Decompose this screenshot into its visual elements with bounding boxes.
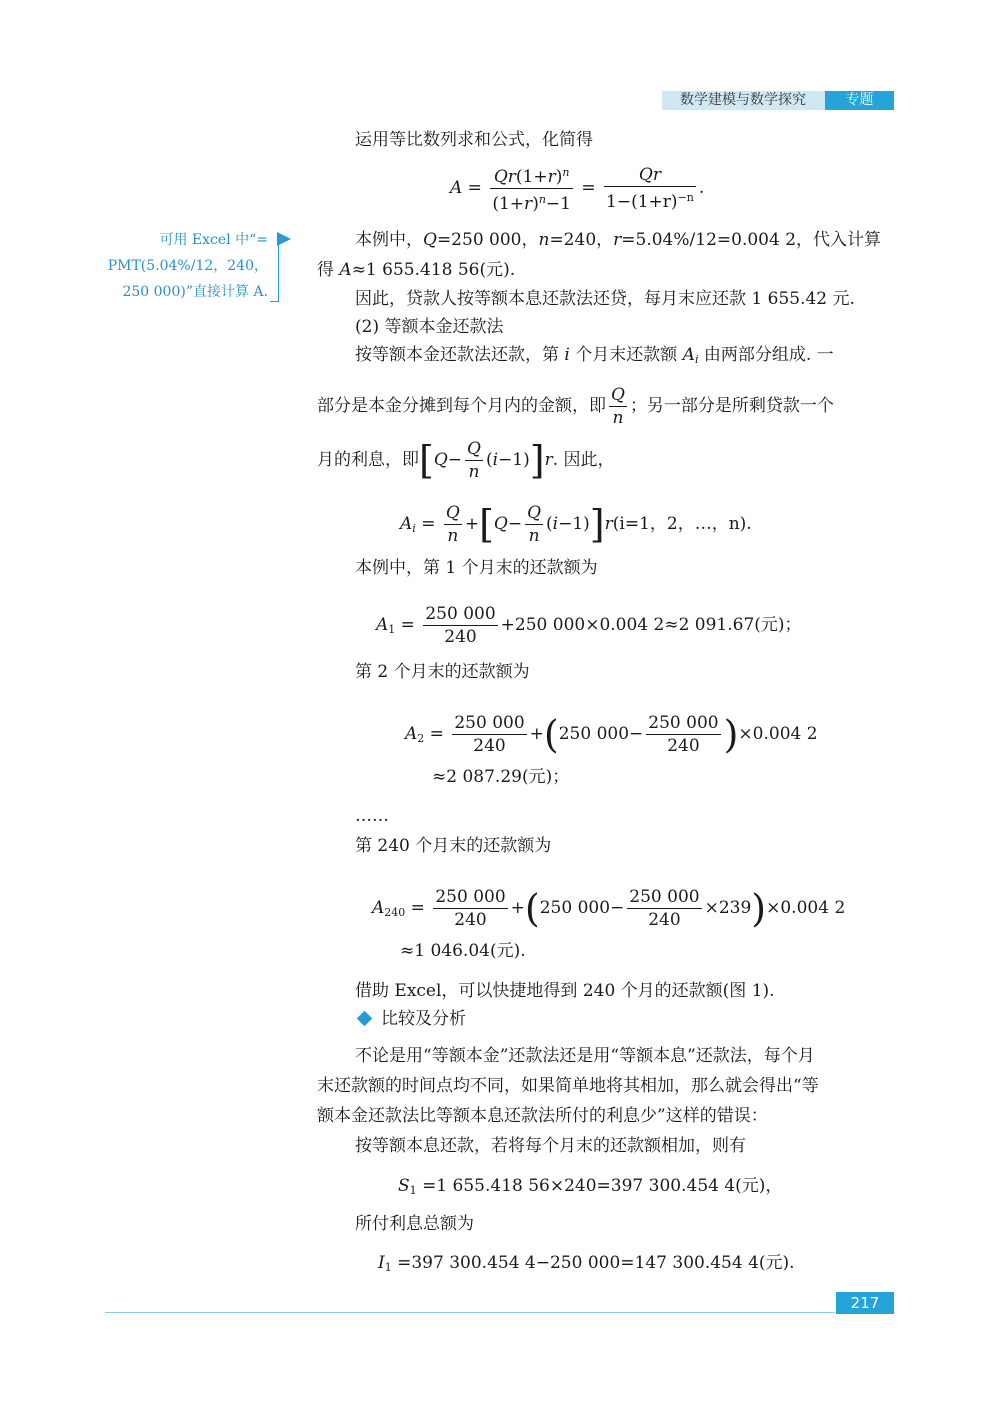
formula-i1: $I_1 =397$ 300.454 4−250 000=147 300.454 4(元). xyxy=(378,1253,795,1274)
formula-annuity: A = $\frac{Qr(1+r)^n}{(1+r)^n-1}$ = $\frac{Qr}{1-(1+r)^{-n}}$ . xyxy=(450,162,704,215)
ellipsis: …… xyxy=(355,806,389,826)
text-line: 按等额本息还款，若将每个月末的还款额相加，则有 xyxy=(355,1136,746,1156)
formula-a240: $A_{240}$ = $\frac{250 000}{240}$ +(250 000− $\frac{250 000}{240}$ ×239)×0.004 2 xyxy=(372,886,846,931)
formula-a2-approx: ≈2 087.29(元)； xyxy=(432,767,570,787)
text-line: 第 240 个月末的还款额为 xyxy=(355,836,552,856)
formula-ai: $A_i$ = $\frac{Q}{n}$ +[Q− $\frac{Q}{n}$ (i−1)]r(i=1，2，…，n). xyxy=(400,502,752,547)
formula-a240-approx: ≈1 046.04(元). xyxy=(400,941,526,961)
formula-s1: $S_1 =1$ 655.418 56×240=397 300.454 4(元)， xyxy=(398,1176,783,1197)
diamond-bullet-icon xyxy=(357,1011,373,1027)
margin-note-line-1: 可用 Excel 中“= xyxy=(159,232,268,248)
page-number: 217 xyxy=(836,1292,894,1314)
text-line: 运用等比数列求和公式，化简得 xyxy=(355,130,593,150)
section-heading: (2) 等额本金还款法 xyxy=(355,317,504,337)
text-line: 第 2 个月末的还款额为 xyxy=(355,662,530,682)
section-heading: 比较及分析 xyxy=(381,1009,466,1029)
header-tag: 专题 xyxy=(825,91,894,110)
margin-note-line-2: PMT(5.04%/12，240， xyxy=(107,258,268,274)
text-line: 末还款额的时间点均不同，如果简单地将其相加，那么就会得出“等 xyxy=(317,1076,819,1096)
text-line: 按等额本金还款法还款，第 i 个月末还款额 $A_i$ 由两部分组成. 一 xyxy=(355,345,834,366)
text-line: 借助 Excel，可以快捷地得到 240 个月的还款额(图 1). xyxy=(355,981,775,1001)
text-line: 本例中，Q=250 000，n=240，r=5.04%/12=0.004 2，代入计算 xyxy=(355,230,882,250)
header-title: 数学建模与数学探究 xyxy=(680,92,806,108)
formula-a1: $A_1$ = $\frac{250 000}{240}$ +250 000×0.004 2≈2 091.67(元)； xyxy=(376,604,802,647)
footer-rule xyxy=(105,1312,835,1313)
text-line: 所付利息总额为 xyxy=(355,1214,474,1234)
text-line: 本例中，第 1 个月末的还款额为 xyxy=(355,558,598,578)
arrow-icon xyxy=(277,232,291,246)
text-line: 得 A≈1 655.418 56(元). xyxy=(317,260,516,280)
text-line: 额本金还款法比等额本息还款法所付的利息少”这样的错误： xyxy=(317,1106,768,1126)
formula-a2: $A_2$ = $\frac{250 000}{240}$ +(250 000− $\frac{250 000}{240}$ )×0.004 2 xyxy=(405,712,818,757)
margin-note-line-3: 250 000)”直接计算 A. xyxy=(122,284,268,300)
text-line: 月的利息，即[Q− $\frac{Q}{n}$ (i−1)]r. 因此， xyxy=(317,438,615,483)
text-line: 部分是本金分摊到每个月内的金额，即 $\frac{Q}{n}$ ；另一部分是所剩贷款一个 xyxy=(317,385,834,428)
text-line: 不论是用“等额本金”还款法还是用“等额本息”还款法，每个月 xyxy=(355,1046,815,1066)
text-line: 因此，贷款人按等额本息还款法还贷，每月末应还款 1 655.42 元. xyxy=(355,289,855,309)
